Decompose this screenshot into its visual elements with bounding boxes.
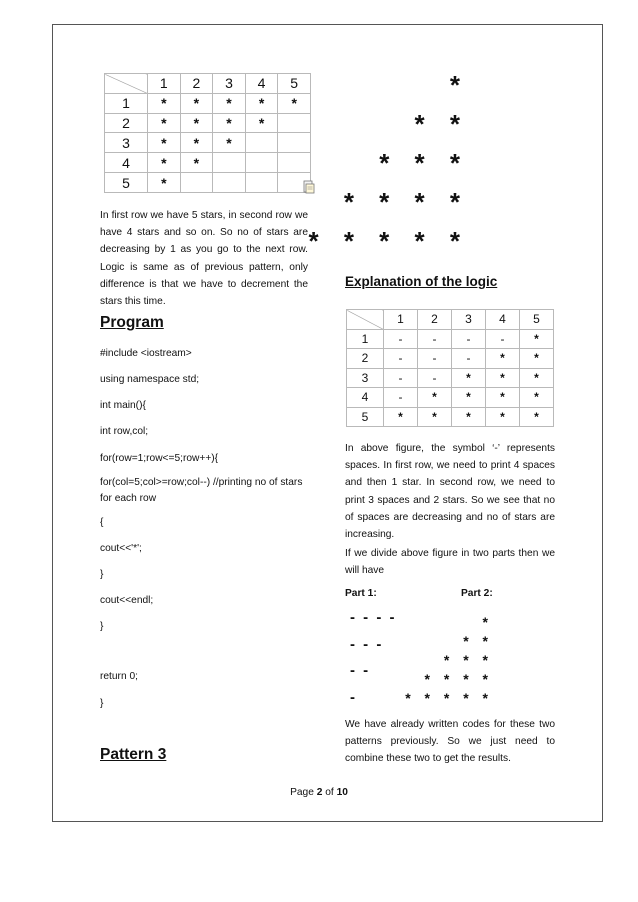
star-triangle [308, 70, 469, 270]
table-cell: - [418, 349, 452, 369]
table-row [105, 173, 311, 193]
table-row [105, 93, 311, 113]
part2-row: * * [463, 633, 493, 649]
part2-label: Part 2: [461, 588, 493, 599]
table-cell: - [384, 388, 418, 408]
column-header: 5 [278, 74, 311, 94]
row-header: 3 [347, 368, 384, 388]
table-cell: - [384, 368, 418, 388]
table-cell [278, 113, 311, 133]
table-cell: * [418, 388, 452, 408]
table-cell: * [180, 93, 213, 113]
row-header: 5 [347, 407, 384, 427]
row-header: 1 [347, 329, 384, 349]
row-header: 4 [105, 153, 148, 173]
table-cell [278, 133, 311, 153]
part1-row: - - [350, 662, 371, 679]
table-cell [278, 153, 311, 173]
footer-total-pages: 10 [336, 787, 348, 798]
table-row [105, 153, 311, 173]
table-cell: * [486, 368, 520, 388]
table-cell [213, 173, 246, 193]
table-cell: * [486, 349, 520, 369]
table-cell: * [520, 349, 554, 369]
table-cell: * [520, 329, 554, 349]
row-header: 2 [105, 113, 148, 133]
star-table-1 [104, 73, 311, 193]
code-line: using namespace std; [100, 374, 200, 385]
table-cell: * [452, 368, 486, 388]
table-cell: * [452, 388, 486, 408]
divide-paragraph: If we divide above figure in two parts then we will have [345, 548, 555, 577]
code-line: } [100, 698, 104, 709]
explanation-heading: Explanation of the logic [345, 274, 498, 289]
explanation-paragraph: In above figure, the symbol ‘-’ represents spaces. In first row, we need to print 4 spaces and then 1 star. In second row, we need to print 3 spaces and 2 stars. So we see that no of spaces are decreasing and no of stars are increasing. [345, 443, 555, 541]
table-row [347, 329, 554, 349]
row-header: 4 [347, 388, 384, 408]
table-cell: * [384, 407, 418, 427]
code-line: for(row=1;row<=5;row++){ [100, 453, 219, 464]
star-table-2 [346, 309, 554, 427]
table-row [347, 407, 554, 427]
part2-row: * [482, 614, 488, 630]
column-header: 2 [180, 74, 213, 94]
page-footer [0, 787, 638, 798]
table-cell: * [213, 133, 246, 153]
code-line: } [100, 569, 104, 580]
part2-block [405, 614, 493, 706]
triangle-row: * * * * [343, 187, 469, 217]
table-cell: - [452, 349, 486, 369]
table-cell: - [418, 368, 452, 388]
row-header: 3 [105, 133, 148, 153]
closing-paragraph: We have already written codes for these two patterns previously. So we just need to combine these two to get the results. [345, 719, 555, 765]
footer-current-page: 2 [316, 787, 323, 798]
part2-row: * * * * [424, 671, 493, 687]
table-cell: - [418, 329, 452, 349]
intro-paragraph: In first row we have 5 stars, in second row we have 4 stars and so on. So no of stars are decreasing by 1 as you go to the next row. Logic is same as of previous pattern, only difference is that we have to decrement the stars this time. [100, 210, 308, 308]
table-cell [213, 153, 246, 173]
column-header: 1 [384, 310, 418, 330]
column-header: 4 [245, 74, 278, 94]
table-cell: * [486, 388, 520, 408]
table-corner-cell [347, 310, 384, 330]
footer-middle: of [322, 787, 337, 798]
table-header-row [105, 74, 311, 94]
table-cell: * [520, 407, 554, 427]
triangle-row: * * * [379, 148, 469, 178]
table-row [347, 368, 554, 388]
table-cell: - [486, 329, 520, 349]
row-header: 2 [347, 349, 384, 369]
part2-row: * * * [443, 652, 493, 668]
code-line: } [100, 621, 104, 632]
table-row [105, 133, 311, 153]
triangle-row: * [449, 70, 460, 100]
part2-row: * * * * * [405, 690, 493, 706]
table-cell: - [384, 349, 418, 369]
table-cell [180, 173, 213, 193]
code-line: cout<<endl; [100, 595, 154, 606]
code-line: return 0; [100, 671, 138, 682]
table-cell [245, 153, 278, 173]
table-cell: * [520, 388, 554, 408]
triangle-row: * * * * * [308, 226, 469, 256]
column-header: 5 [520, 310, 554, 330]
table-cell: * [418, 407, 452, 427]
table-row [105, 113, 311, 133]
table-cell: * [486, 407, 520, 427]
footer-prefix: Page [290, 787, 317, 798]
table-row [347, 388, 554, 408]
code-line: cout<<'*'; [100, 543, 142, 554]
part1-label: Part 1: [345, 588, 377, 599]
code-line: int row,col; [100, 426, 149, 437]
part1-row: - - - [350, 636, 384, 653]
table-cell: - [452, 329, 486, 349]
table-cell: * [148, 153, 181, 173]
part1-row: - [350, 689, 357, 706]
table-corner-cell [105, 74, 148, 94]
code-line: int main(){ [100, 400, 146, 411]
code-line: for(col=5;col>=row;col--) //printing no of stars for each row [100, 477, 303, 504]
pattern3-heading: Pattern 3 [100, 746, 167, 763]
code-line: #include <iostream> [100, 348, 192, 359]
program-heading: Program [100, 314, 164, 331]
document-icon [303, 180, 315, 194]
table-cell: - [384, 329, 418, 349]
table-cell: * [213, 93, 246, 113]
table-row [347, 349, 554, 369]
code-line: { [100, 517, 104, 528]
row-header: 5 [105, 173, 148, 193]
table-cell: * [148, 173, 181, 193]
column-header: 4 [486, 310, 520, 330]
column-header: 1 [148, 74, 181, 94]
part1-row: - - - - [350, 609, 397, 626]
table-cell: * [245, 113, 278, 133]
table-cell: * [180, 113, 213, 133]
column-header: 2 [418, 310, 452, 330]
table-cell: * [520, 368, 554, 388]
table-cell: * [245, 93, 278, 113]
table-cell: * [180, 153, 213, 173]
table-cell: * [148, 93, 181, 113]
column-header: 3 [452, 310, 486, 330]
table-cell: * [213, 113, 246, 133]
table-cell: * [148, 133, 181, 153]
table-cell [245, 173, 278, 193]
table-cell: * [148, 113, 181, 133]
table-cell [245, 133, 278, 153]
table-cell: * [278, 93, 311, 113]
column-header: 3 [213, 74, 246, 94]
table-cell: * [180, 133, 213, 153]
table-cell: * [452, 407, 486, 427]
row-header: 1 [105, 93, 148, 113]
table-header-row [347, 310, 554, 330]
triangle-row: * * [414, 109, 469, 139]
